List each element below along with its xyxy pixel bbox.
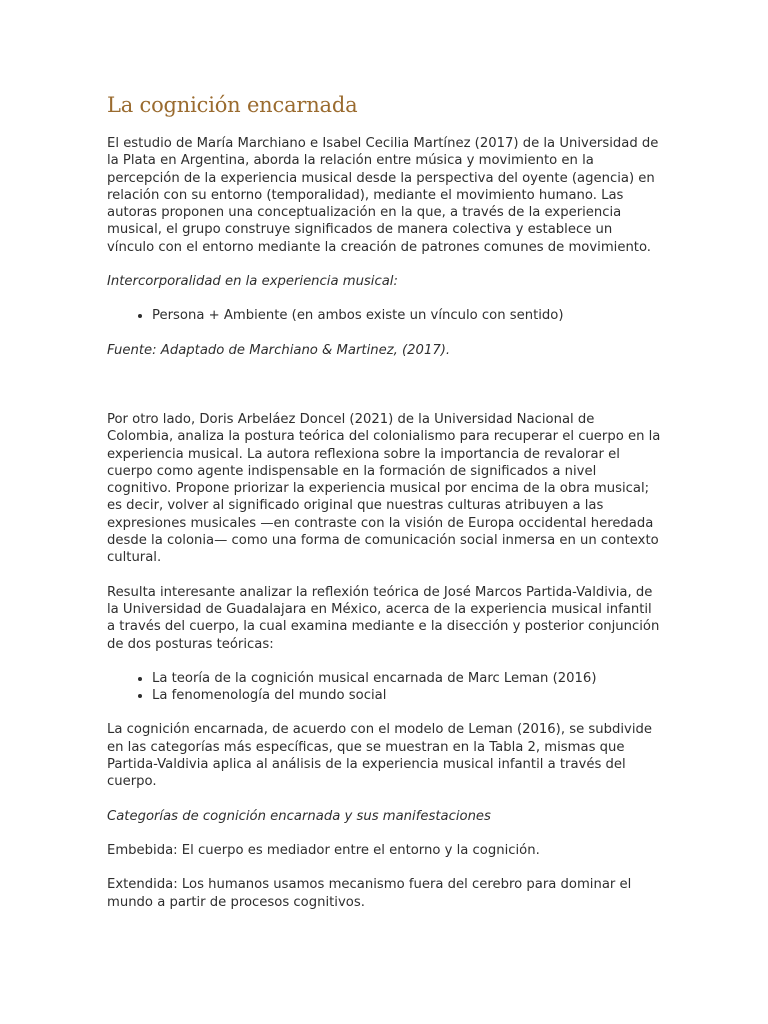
page-title: La cognición encarnada	[107, 93, 358, 117]
list-item: • Persona + Ambiente (en ambos existe un vínculo con sentido)	[152, 307, 662, 324]
paragraph-arbelaez: Por otro lado, Doris Arbeláez Doncel (2021) de la Universidad Nacional de Colombia, analiza la postura teórica del colonialismo para recuperar el cuerpo en la experiencia musical. La autora reflexiona sobre la importancia de revalorar el cuerpo como agente indispensable en la formación de significados a nivel cognitivo. Propone priorizar la experiencia musical por encima de la obra musical; es decir, volver al significado original que nuestras culturas atribuyen a las expresiones musicales —en contraste con la visión de Europa occidental heredada desde la colonia— como una forma de comunicación social inmersa en un contexto cultural.	[107, 411, 661, 566]
source-note: Fuente: Adaptado de Marchiano & Martinez, (2017).	[107, 342, 451, 358]
intercorporalidad-list	[107, 307, 662, 324]
postures-list	[107, 670, 662, 705]
list-item: • La fenomenología del mundo social	[152, 687, 662, 704]
category-embebida: Embebida: El cuerpo es mediador entre el entorno y la cognición.	[107, 842, 540, 858]
blank-space	[107, 376, 662, 411]
paragraph-leman: La cognición encarnada, de acuerdo con el modelo de Leman (2016), se subdivide en las categorías más específicas, que se muestran en la Tabla 2, mismas que Partida-Valdivia aplica al análisis de la experiencia musical infantil a través del cuerpo.	[107, 722, 652, 790]
list-item: • La teoría de la cognición musical encarnada de Marc Leman (2016)	[152, 670, 662, 687]
paragraph-marchiano: El estudio de María Marchiano e Isabel Cecilia Martínez (2017) de la Universidad de la Plata en Argentina, aborda la relación entre música y movimiento en la percepción de la experiencia musical desde la perspectiva del oyente (agencia) en relación con su entorno (temporalidad), mediante el movimiento humano. Las autoras proponen una conceptualización en la que, a través de la experiencia musical, el grupo construye significados de manera colectiva y establece un vínculo con el entorno mediante la creación de patrones comunes de movimiento.	[107, 136, 659, 255]
paragraph-partida-valdivia: Resulta interesante analizar la reflexión teórica de José Marcos Partida-Valdivia, de la Universidad de Guadalajara en México, acerca de la experiencia musical infantil a través del cuerpo, la cual examina mediante e la disección y posterior conjunción de dos posturas teóricas:	[107, 584, 660, 652]
intercorporalidad-heading: Intercorporalidad en la experiencia musical:	[107, 274, 398, 290]
category-extendida: Extendida: Los humanos usamos mecanismo fuera del cerebro para dominar el mundo a partir de procesos cognitivos.	[107, 877, 632, 910]
categories-heading: Categorías de cognición encarnada y sus manifestaciones	[107, 808, 491, 824]
